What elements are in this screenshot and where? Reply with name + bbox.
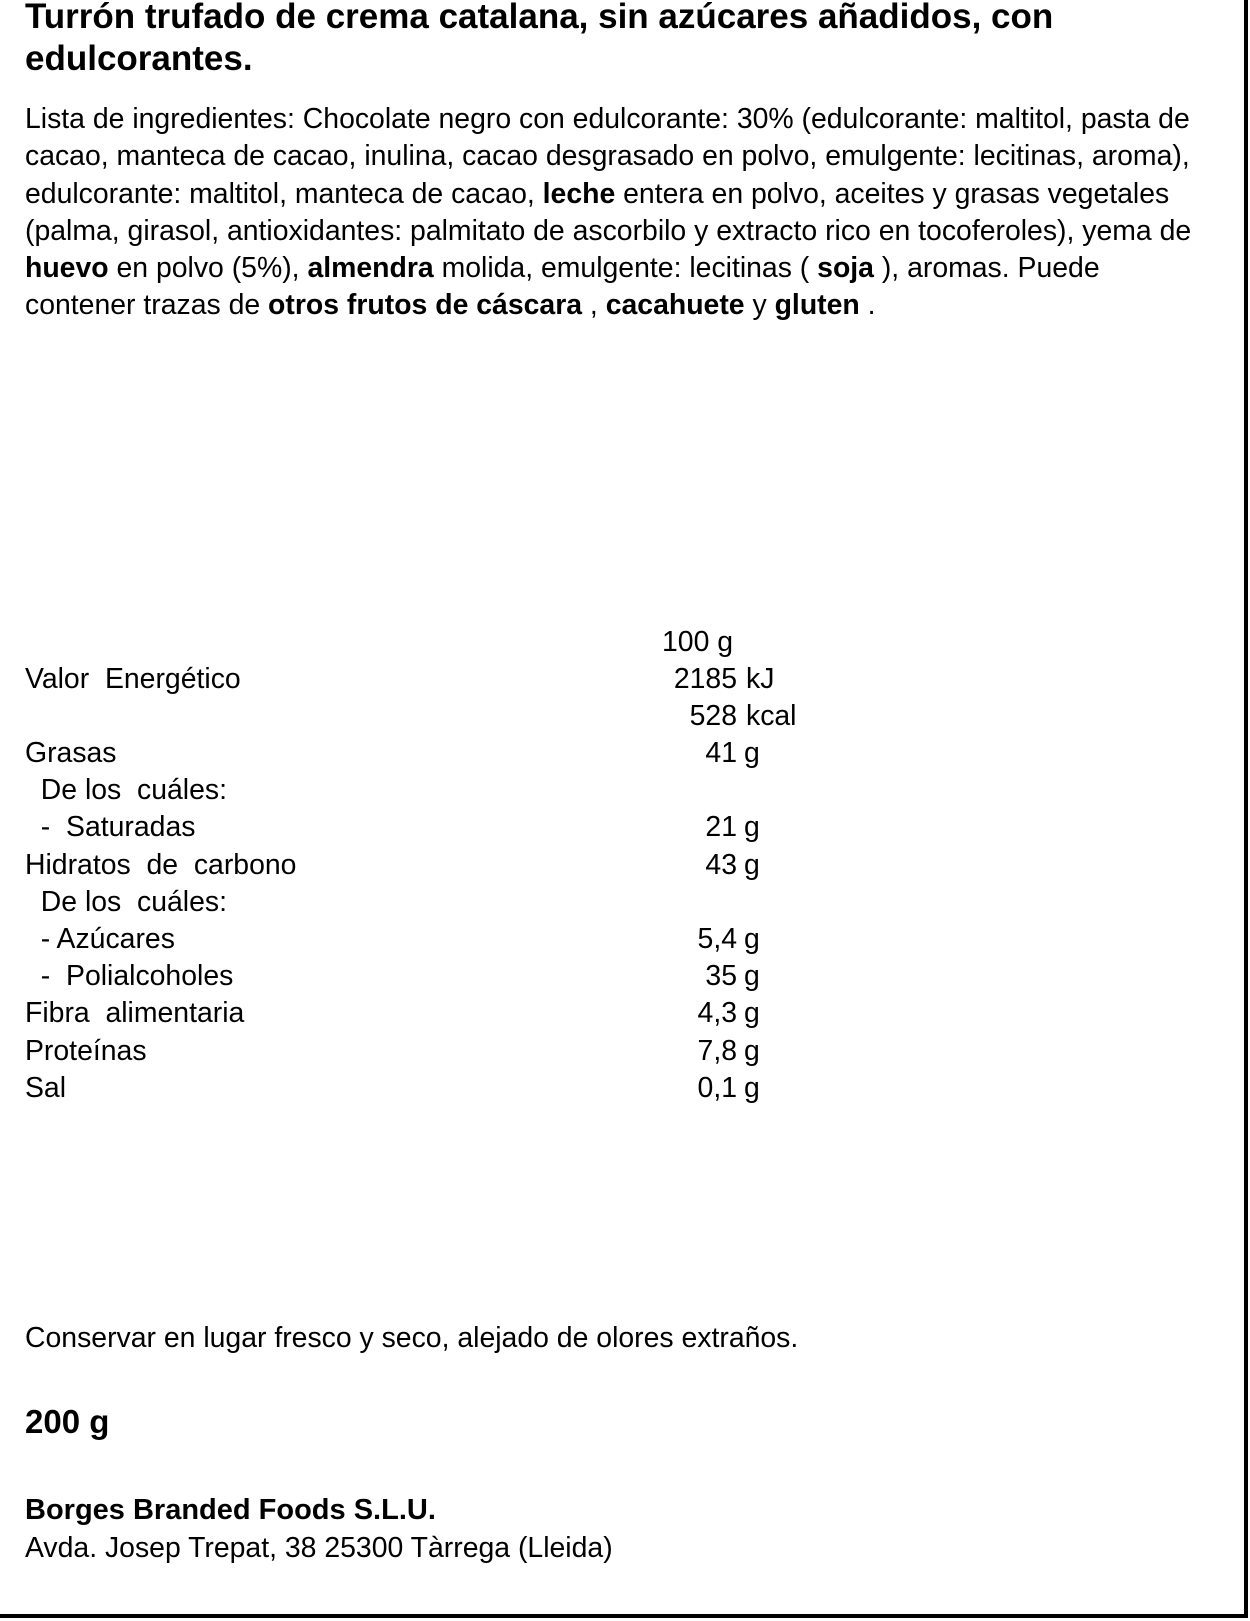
ingredients-text: ), aromas. Puede contener trazas de <box>25 252 1100 322</box>
ingredients-text: Lista de ingredientes: Chocolate negro con edulcorante: 30% (edulcorante: maltitol, pasta de cacao, manteca de cacao, inulina, cacao desgrasado en polvo, emulgente: lecitinas, aroma), edulcorante: maltitol, manteca de cacao, <box>25 103 1190 210</box>
nutrition-row-value: 0,1 <box>697 1071 737 1104</box>
net-weight: 200 g <box>25 1403 110 1440</box>
nutrition-row-unit: g <box>744 1071 760 1104</box>
ingredients-text: entera en polvo, aceites y grasas vegetales (palma, girasol, antioxidantes: palmitato de ascorbilo y extracto rico en tocoferoles), yema de <box>25 177 1192 247</box>
ingredients-text: y <box>744 289 775 322</box>
allergen-milk: leche <box>542 177 616 210</box>
nutrition-row-value: 5,4 <box>697 923 737 955</box>
energy-kcal-value: 528 <box>689 700 737 732</box>
nutrition-row-unit: g <box>744 1034 760 1067</box>
allergen-nuts: otros frutos de cáscara <box>268 289 583 322</box>
energy-kj-unit: kJ <box>746 663 775 695</box>
nutrition-row-label: De los cuáles: <box>25 885 227 918</box>
ingredients-text: molida, emulgente: lecitinas ( <box>433 252 818 285</box>
nutrition-row-unit: g <box>744 811 760 844</box>
nutrition-row-value: 43 <box>705 848 737 881</box>
allergen-peanut: cacahuete <box>605 289 745 322</box>
nutrition-row-value: 21 <box>705 811 737 844</box>
nutrition-row-label: Fibra alimentaria <box>25 997 245 1030</box>
nutrition-header: 100 g <box>662 626 734 658</box>
ingredients-text: , <box>582 289 606 322</box>
nutrition-row-value: 41 <box>705 737 737 769</box>
allergen-soy: soja <box>817 252 874 285</box>
company-name: Borges Branded Foods S.L.U. <box>25 1494 436 1526</box>
nutrition-row-unit: g <box>744 848 760 881</box>
nutrition-row-label: De los cuáles: <box>25 774 227 807</box>
ingredients-text: . <box>859 289 876 322</box>
energy-kj-value: 2185 <box>673 663 737 695</box>
energy-label: Valor Energético <box>25 663 241 695</box>
nutrition-row-unit: g <box>744 923 760 955</box>
nutrition-row-label: Proteínas <box>25 1034 147 1067</box>
company-address: Avda. Josep Trepat, 38 25300 Tàrrega (Lleida) <box>25 1532 613 1564</box>
nutrition-row-unit: g <box>744 960 760 993</box>
nutrition-row-label: - Polialcoholes <box>25 960 234 993</box>
allergen-almond: almendra <box>307 252 434 285</box>
nutrition-row-label: Hidratos de carbono <box>25 848 297 881</box>
nutrition-row-value: 7,8 <box>697 1034 737 1067</box>
nutrition-row-value: 4,3 <box>697 997 737 1030</box>
nutrition-row-label: - Azúcares <box>25 923 175 955</box>
nutrition-row-value: 35 <box>705 960 737 993</box>
nutrition-row-unit: g <box>744 737 760 769</box>
product-title: Turrón trufado de crema catalana, sin azúcares añadidos, con edulcorantes. <box>25 0 1054 78</box>
nutrition-row-label: Grasas <box>25 737 117 769</box>
allergen-egg: huevo <box>25 252 109 285</box>
nutrition-row-unit: g <box>744 997 760 1030</box>
nutrition-row-label: Sal <box>25 1071 67 1104</box>
ingredients-text: en polvo (5%), <box>108 252 308 285</box>
allergen-gluten: gluten <box>774 289 860 322</box>
storage-instructions: Conservar en lugar fresco y seco, alejado de olores extraños. <box>25 1322 799 1354</box>
nutrition-row-label: - Saturadas <box>25 811 196 844</box>
energy-kcal-unit: kcal <box>746 700 797 732</box>
